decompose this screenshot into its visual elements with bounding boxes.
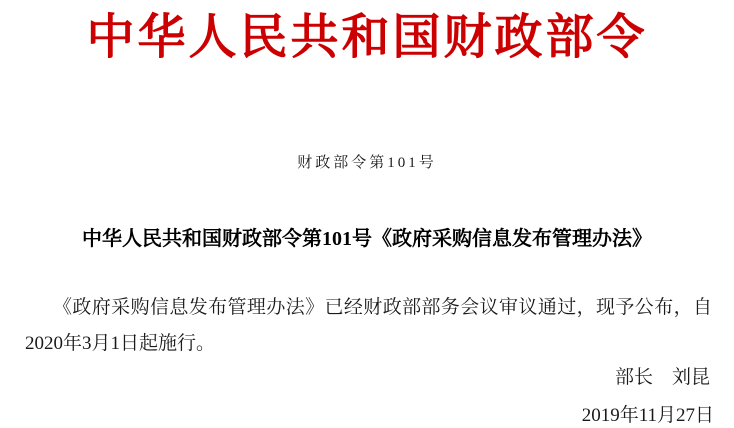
signer-name: 刘昆 xyxy=(671,367,710,388)
decree-date: 2019年11月27日 xyxy=(581,405,714,426)
body-line-1: 《政府采购信息发布管理办法》已经财政部部务会议审议通过，现予公布，自 xyxy=(53,297,712,318)
decree-number-line: 财政部令第101号 xyxy=(297,155,437,171)
signature-line xyxy=(0,366,734,390)
decree-title: 中华人民共和国财政部令 xyxy=(86,11,648,64)
decree-heading: 中华人民共和国财政部令第101号《政府采购信息发布管理办法》 xyxy=(82,228,652,250)
signer-title: 部长 xyxy=(614,367,653,388)
decree-body xyxy=(25,290,712,362)
body-line-2: 2020年3月1日起施行。 xyxy=(25,333,216,354)
